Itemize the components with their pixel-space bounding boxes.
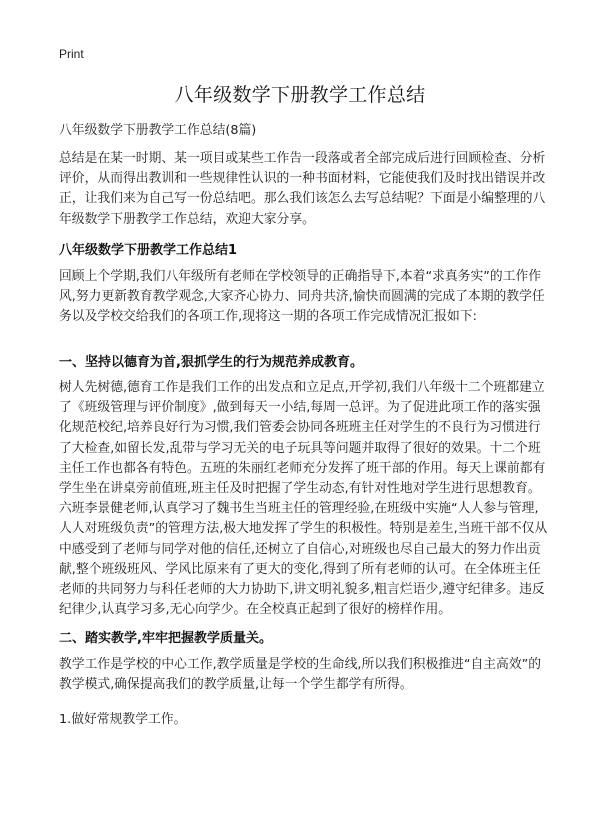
document-title: 八年级数学下册教学工作总结 xyxy=(174,84,426,106)
part2-item-1: 1.做好常规教学工作。 xyxy=(59,712,187,727)
section-heading: 八年级数学下册教学工作总结1 xyxy=(59,243,238,258)
part2-heading: 二、踏实教学,牢牢把握教学质量关。 xyxy=(59,631,272,646)
part2-paragraph: 教学工作是学校的中心工作,教学质量是学校的生命线,所以我们积极推进“自主高效”的教学模式,确保提高我们的教学质量,让每一个学生都学有所得。 xyxy=(59,657,542,693)
document-subtitle: 八年级数学下册教学工作总结(8篇) xyxy=(59,123,257,138)
section-intro-paragraph: 回顾上个学期,我们八年级所有老师在学校领导的正确指导下,本着“求真务实”的工作作风,努力更新教育教学观念,大家齐心协力、同舟共济,愉快而圆满的完成了本期的教学任务以及学校交给我们的各项工作,现将这一期的各项工作完成情况汇报如下: xyxy=(59,269,545,325)
part1-heading: 一、坚持以德育为首,狠抓学生的行为规范养成教育。 xyxy=(59,355,363,370)
intro-paragraph: 总结是在某一时期、某一项目或某些工作告一段落或者全部完成后进行回顾检查、分析评价，从而得出教训和一些规律性认识的一种书面材料，它能使我们及时找出错误并改正，让我们来为自己写一份总结吧。那么我们该怎么去写总结呢？下面是小编整理的八年级数学下册教学工作总结，欢迎大家分享。 xyxy=(59,151,546,227)
part1-paragraph: 树人先树德,德育工作是我们工作的出发点和立足点,开学初,我们八年级十二个班都建立了《班级管理与评价制度》,做到每天一小结,每周一总评。为了促进此项工作的落实强化规范校纪,培养良好行为习惯,我们管委会协同各班班主任对学生的不良行为习惯进行了大检查,如留长发,乱带与学习无关的电子玩具等问题并取得了很好的效果。十二个班主任工作也都各有特色。五班的朱丽红老师充分发挥了班干部的作用。每天上课前都有学生坐在讲桌旁前值班,班主任及时把握了学生动态,有针对性地对学生进行思想教育。六班李景健老师,认真学习了魏书生当班主任的管理经验,在班级中实施“人人参与管理,人人对班级负责”的管理方法,极大地发挥了学生的积极性。特别是差生,当班干部不仅从中感受到了老师与同学对他的信任,还树立了自信心,对班级也尽自己最大的努力作出贡献,整个班级班风、学风比原来有了更大的变化,得到了所有老师的认可。在全体班主任老师的共同努力与科任老师的大力协助下,讲文明礼貌多,粗言烂语少,遵守纪律多。违反纪律少,认真学习多,无心向学少。在全校真正起到了很好的榜样作用。 xyxy=(59,380,548,618)
print-link[interactable]: Print xyxy=(59,47,84,61)
